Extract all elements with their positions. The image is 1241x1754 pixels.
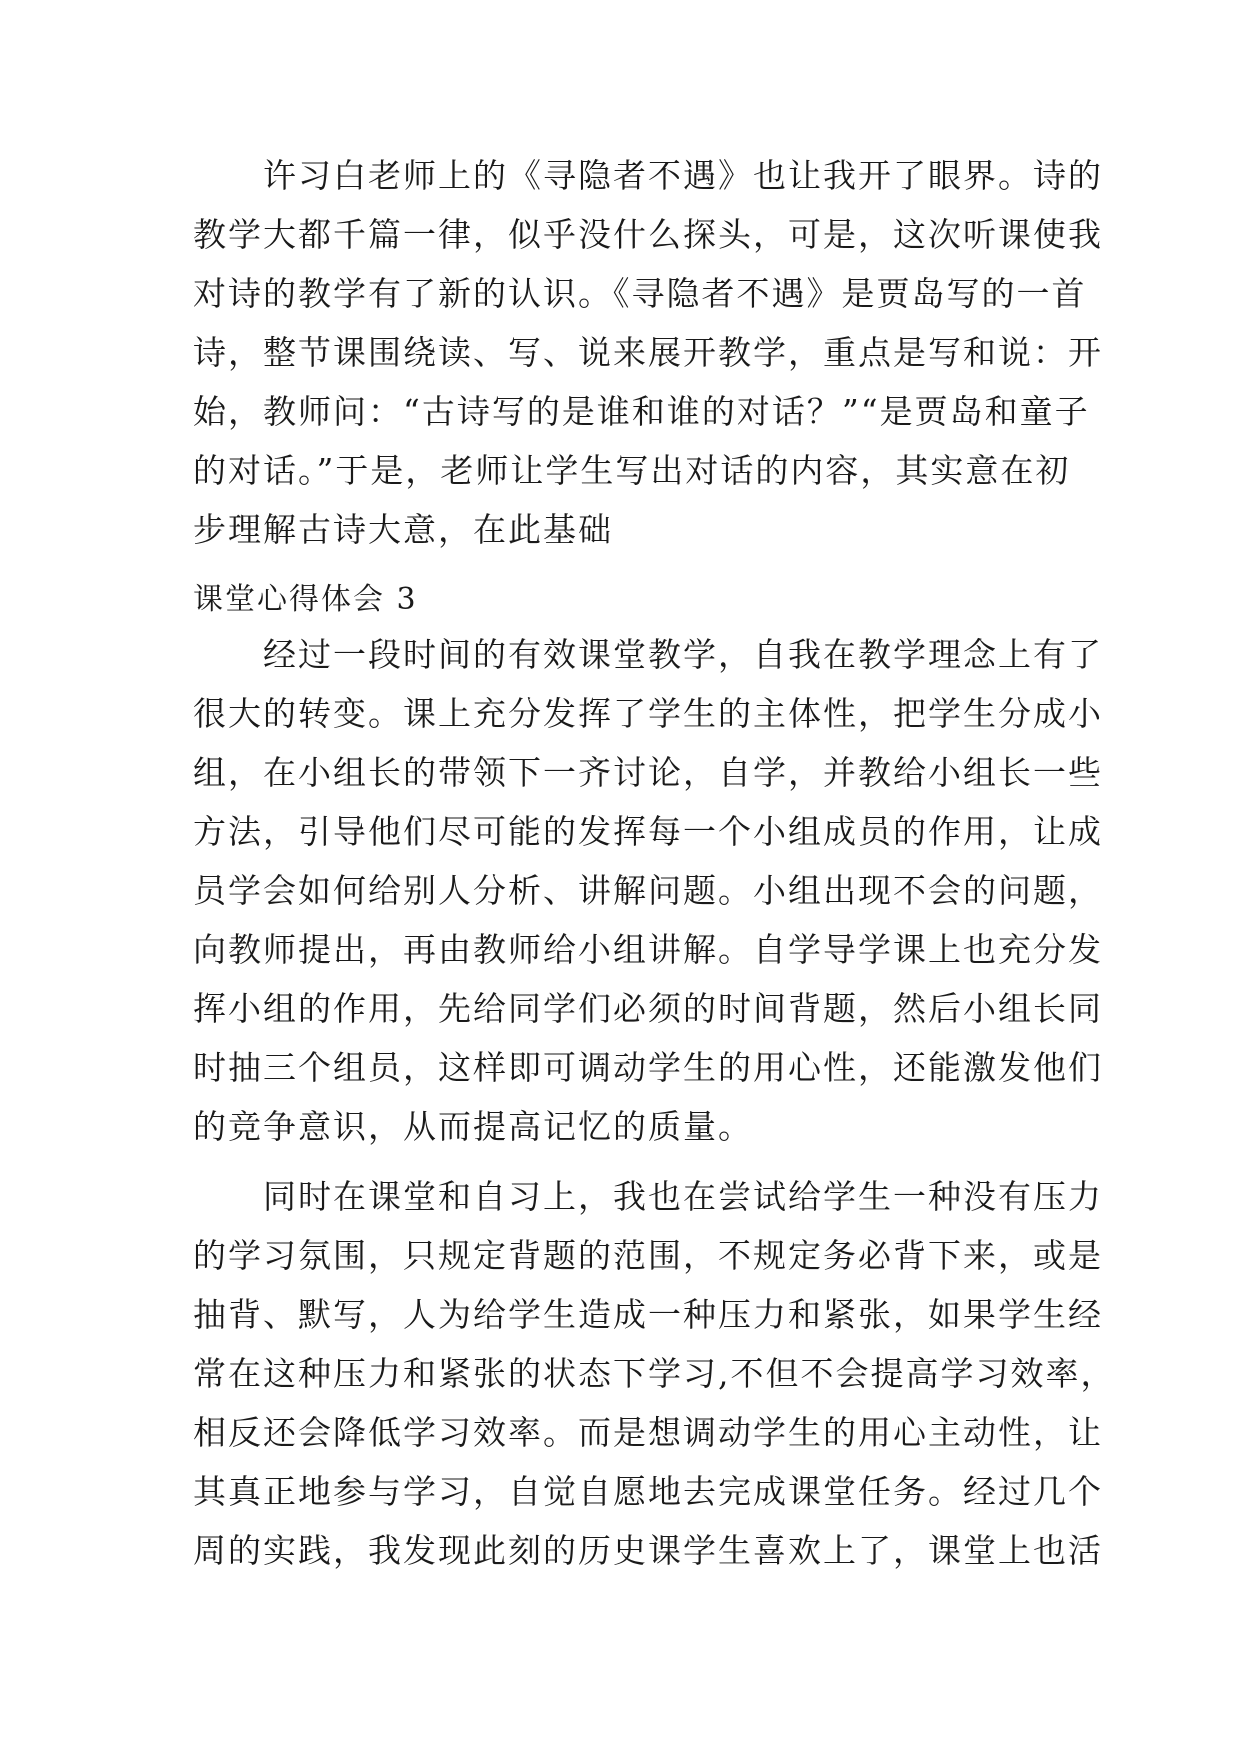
paragraph-line: 的对话。”于是，老师让学生写出对话的内容，其实意在初 xyxy=(193,451,1071,490)
paragraph-line: 常在这种压力和紧张的状态下学习,不但不会提高学习效率， xyxy=(193,1354,1116,1393)
paragraph-line: 的学习氛围，只规定背题的范围，不规定务必背下来，或是 xyxy=(193,1236,1103,1275)
paragraph-line: 周的实践，我发现此刻的历史课学生喜欢上了，课堂上也活 xyxy=(193,1531,1103,1570)
paragraph-line: 许习白老师上的《寻隐者不遇》也让我开了眼界。诗的 xyxy=(193,156,1103,195)
paragraph-line: 时抽三个组员，这样即可调动学生的用心性，还能激发他们 xyxy=(193,1048,1103,1087)
paragraph-line: 的竞争意识，从而提高记忆的质量。 xyxy=(193,1107,753,1146)
paragraph-line: 教学大都千篇一律，似乎没什么探头，可是，这次听课使我 xyxy=(193,215,1103,254)
paragraph-1 xyxy=(193,146,1103,559)
paragraph-line: 其真正地参与学习，自觉自愿地去完成课堂任务。经过几个 xyxy=(193,1472,1103,1511)
paragraph-line: 始，教师问：“古诗写的是谁和谁的对话？”“是贾岛和童子 xyxy=(193,392,1090,431)
paragraph-line: 经过一段时间的有效课堂教学，自我在教学理念上有了 xyxy=(193,635,1103,674)
paragraph-line: 向教师提出，再由教师给小组讲解。自学导学课上也充分发 xyxy=(193,930,1103,969)
paragraph-line: 组，在小组长的带领下一齐讨论，自学，并教给小组长一些 xyxy=(193,753,1103,792)
paragraph-2 xyxy=(193,625,1103,1156)
paragraph-line: 对诗的教学有了新的认识。《寻隐者不遇》是贾岛写的一首 xyxy=(193,274,1087,313)
paragraph-line: 相反还会降低学习效率。而是想调动学生的用心主动性，让 xyxy=(193,1413,1103,1452)
paragraph-line: 步理解古诗大意，在此基础 xyxy=(193,510,613,549)
paragraph-line: 方法，引导他们尽可能的发挥每一个小组成员的作用，让成 xyxy=(193,812,1103,851)
paragraph-line: 同时在课堂和自习上，我也在尝试给学生一种没有压力 xyxy=(193,1177,1103,1216)
paragraph-line: 很大的转变。课上充分发挥了学生的主体性，把学生分成小 xyxy=(193,694,1103,733)
paragraph-line: 挥小组的作用，先给同学们必须的时间背题，然后小组长同 xyxy=(193,989,1103,1028)
paragraph-line: 诗，整节课围绕读、写、说来展开教学，重点是写和说：开 xyxy=(193,333,1103,372)
paragraph-3 xyxy=(193,1167,1116,1580)
section-heading: 课堂心得体会 3 xyxy=(193,582,418,617)
paragraph-line: 抽背、默写，人为给学生造成一种压力和紧张，如果学生经 xyxy=(193,1295,1103,1334)
paragraph-line: 员学会如何给别人分析、讲解问题。小组出现不会的问题， xyxy=(193,871,1103,910)
